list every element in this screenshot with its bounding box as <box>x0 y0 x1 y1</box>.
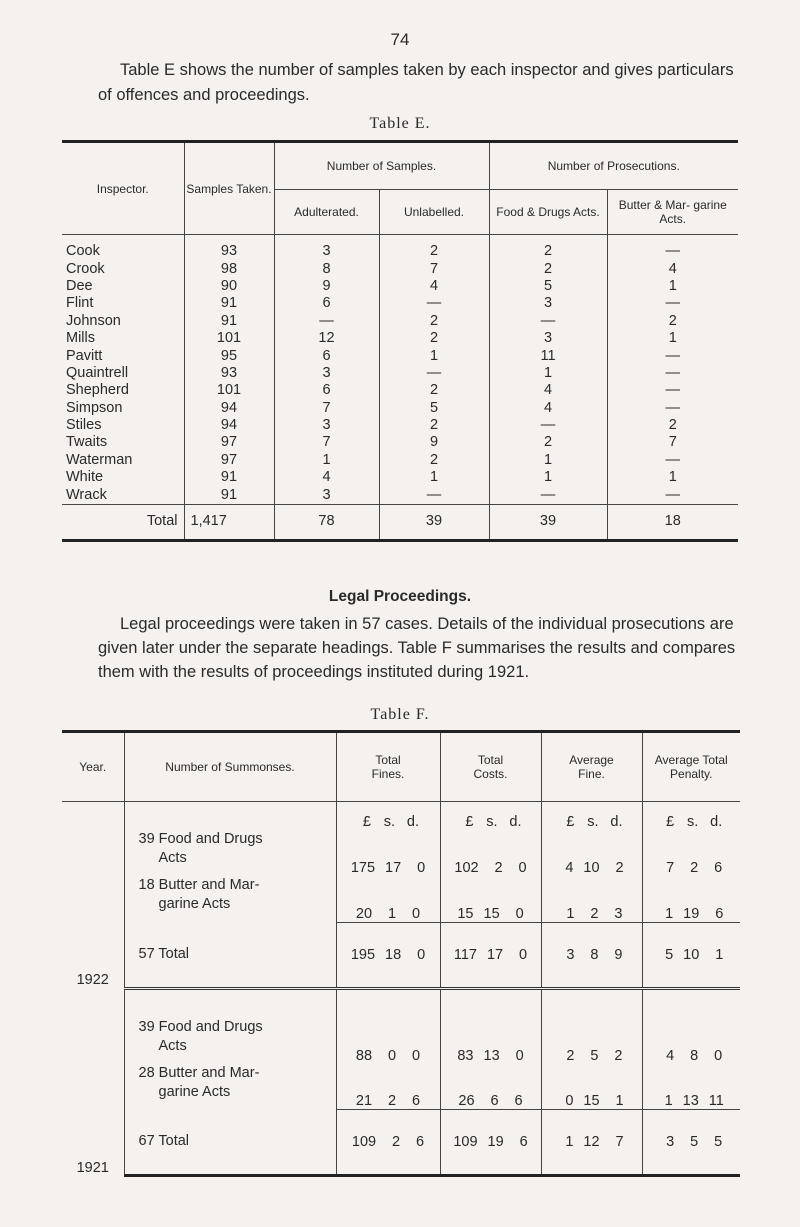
unit-label: s. <box>486 814 498 830</box>
money-part: 0 <box>565 1093 574 1109</box>
table-row <box>62 235 738 261</box>
total-butter: 18 <box>607 504 738 540</box>
money-part: 26 <box>458 1093 475 1109</box>
table-row <box>62 452 738 469</box>
money-part: 0 <box>518 860 527 876</box>
money-part: 5 <box>690 1134 699 1150</box>
samples-taken: 91 <box>184 313 274 330</box>
money-part: 12 <box>583 1134 600 1150</box>
total-fines <box>336 1110 440 1176</box>
unit-label: d. <box>610 814 623 830</box>
unlabelled-count: 2 <box>379 330 489 347</box>
unit-header <box>440 802 541 831</box>
money-part: 8 <box>690 1047 699 1064</box>
unlabelled-count: 7 <box>379 260 489 277</box>
food-drugs-count: 1 <box>489 365 607 382</box>
food-drugs-count: 4 <box>489 400 607 417</box>
inspector-name: White <box>62 469 184 486</box>
money-part: 4 <box>565 860 574 876</box>
unlabelled-count: 9 <box>379 434 489 451</box>
table-row <box>62 330 738 347</box>
butter-margarine-count: 1 <box>668 469 677 486</box>
money-part: 195 <box>350 946 376 963</box>
total-fines <box>336 1064 440 1110</box>
average-fine <box>541 830 642 876</box>
total-costs <box>440 1018 541 1064</box>
table-row <box>62 260 738 277</box>
money-part: 1 <box>664 1093 673 1109</box>
food-drugs-count: 5 <box>489 278 607 295</box>
description-line: garine Acts <box>158 1083 231 1100</box>
samples-taken: 91 <box>184 486 274 504</box>
average-fine <box>541 922 642 988</box>
money-part: 6 <box>715 905 724 922</box>
money-part: 2 <box>566 1047 575 1064</box>
samples-taken: 98 <box>184 260 274 277</box>
money-part: 0 <box>519 946 528 963</box>
unit-label: s. <box>587 814 599 830</box>
table-row <box>62 278 738 295</box>
total-fines <box>336 830 440 876</box>
table-total-row <box>62 922 740 988</box>
total-label: Total <box>62 504 184 540</box>
blank-cell <box>541 988 642 1018</box>
inspector-name: Dee <box>62 278 184 295</box>
table-row <box>62 802 740 831</box>
money-part: 19 <box>683 905 700 922</box>
table-total-row <box>62 1110 740 1176</box>
header-total-costs: Total Costs. <box>440 732 541 802</box>
samples-taken: 90 <box>184 278 274 295</box>
money-part: 6 <box>411 1093 421 1109</box>
unit-label: £ <box>666 814 675 830</box>
unlabelled-count: 2 <box>379 313 489 330</box>
total-costs <box>440 922 541 988</box>
money-part: 2 <box>590 905 599 922</box>
blank-cell <box>336 988 440 1018</box>
unlabelled-count: — <box>379 365 489 382</box>
table-row <box>62 417 738 434</box>
header-inspector: Inspector. <box>62 142 184 235</box>
money-part: 1 <box>715 946 724 963</box>
money-part: 1 <box>565 1134 574 1150</box>
unit-label: d. <box>509 814 522 830</box>
header-number-of-prosecutions: Number of Prosecutions. <box>489 142 738 190</box>
adulterated-count: 12 <box>274 330 379 347</box>
food-drugs-count: — <box>489 313 607 330</box>
legal-proceedings-paragraph: Legal proceedings were taken in 57 cases. Details of the individual prosecutions are given later under the separate headings. Table F summarises the results and compares them with the results of proceedings instituted during 1921. <box>98 615 736 681</box>
money-part: 15 <box>583 1093 600 1109</box>
money-part: 13 <box>483 1047 500 1064</box>
money-part: 117 <box>453 946 477 963</box>
money-part: 2 <box>392 1134 401 1150</box>
inspector-name: Simpson <box>62 400 184 417</box>
butter-margarine-count: — <box>665 399 680 416</box>
average-penalty <box>642 1064 740 1110</box>
unit-label: s. <box>686 814 699 830</box>
header-average-fine: Average Fine. <box>541 732 642 802</box>
description-line: 39 Food and Drugs <box>138 831 263 847</box>
adulterated-count: 7 <box>274 400 379 417</box>
table-row <box>62 469 738 486</box>
table-row <box>62 1064 740 1110</box>
food-drugs-count: 2 <box>489 434 607 451</box>
header-number-of-samples: Number of Samples. <box>274 142 489 190</box>
total-costs <box>440 1110 541 1176</box>
description-line: 18 Butter and Mar- <box>138 877 260 893</box>
money-part: 0 <box>417 860 426 876</box>
money-part: 2 <box>387 1093 397 1109</box>
money-part: 1 <box>387 905 397 922</box>
samples-taken: 97 <box>184 434 274 451</box>
table-e-caption: Table E. <box>369 115 431 132</box>
butter-margarine-count: — <box>665 364 680 381</box>
table-row <box>62 400 738 417</box>
description-line: garine Acts <box>158 896 231 912</box>
average-penalty <box>642 922 740 988</box>
header-summonses: Number of Summonses. <box>124 732 336 802</box>
unit-header <box>336 802 440 831</box>
header-average-penalty: Average Total Penalty. <box>642 732 740 802</box>
samples-taken: 91 <box>184 295 274 312</box>
samples-taken: 101 <box>184 330 274 347</box>
money-part: 2 <box>690 860 699 876</box>
samples-taken: 95 <box>184 347 274 364</box>
money-part: 102 <box>454 860 479 876</box>
money-part: 3 <box>566 946 575 963</box>
total-unlabelled: 39 <box>379 504 489 540</box>
total-fines <box>336 876 440 922</box>
food-drugs-count: — <box>489 417 607 434</box>
money-part: 17 <box>385 860 402 876</box>
food-drugs-count: 11 <box>489 347 607 364</box>
total-taken: 1,417 <box>184 504 274 540</box>
money-part: 1 <box>566 905 575 922</box>
food-drugs-count: 2 <box>489 235 607 261</box>
butter-margarine-count: — <box>665 295 680 312</box>
unit-label: d. <box>406 814 419 830</box>
blank-cell <box>124 802 336 831</box>
money-part: 15 <box>483 905 500 922</box>
unlabelled-count: — <box>379 295 489 312</box>
money-part: 109 <box>351 1134 377 1150</box>
money-part: 15 <box>457 905 474 922</box>
butter-margarine-count: 1 <box>668 277 677 294</box>
table-row <box>62 313 738 330</box>
average-fine <box>541 876 642 922</box>
samples-taken: 94 <box>184 417 274 434</box>
table-row <box>62 830 740 876</box>
inspector-name: Pavitt <box>62 347 184 364</box>
table-row <box>62 1018 740 1064</box>
food-drugs-count: 3 <box>489 295 607 312</box>
money-part: 19 <box>487 1134 504 1150</box>
total-fines <box>336 1018 440 1064</box>
unlabelled-count: 2 <box>379 382 489 399</box>
total-description: 57 Total <box>124 922 336 988</box>
table-e-total-row <box>62 504 738 540</box>
adulterated-count: 3 <box>274 486 379 504</box>
money-part: 18 <box>385 946 402 963</box>
unlabelled-count: 2 <box>379 417 489 434</box>
header-samples-taken: Samples Taken. <box>184 142 274 235</box>
adulterated-count: 7 <box>274 434 379 451</box>
samples-taken: 93 <box>184 235 274 261</box>
money-part: 1 <box>665 905 674 922</box>
inspector-name: Wrack <box>62 486 184 504</box>
unit-label: d. <box>710 814 723 830</box>
total-adulterated: 78 <box>274 504 379 540</box>
money-part: 9 <box>614 946 623 963</box>
money-part: 2 <box>614 1047 623 1064</box>
samples-taken: 94 <box>184 400 274 417</box>
money-part: 3 <box>666 1134 675 1150</box>
table-row <box>62 382 738 399</box>
butter-margarine-count: — <box>665 451 680 468</box>
unit-label: £ <box>465 814 474 830</box>
food-drugs-count: 2 <box>489 260 607 277</box>
unit-label: s. <box>383 814 395 830</box>
butter-margarine-count: 2 <box>668 312 677 329</box>
samples-taken: 91 <box>184 469 274 486</box>
unlabelled-count: 2 <box>379 235 489 261</box>
average-penalty <box>642 876 740 922</box>
header-year: Year. <box>62 732 124 802</box>
samples-taken: 93 <box>184 365 274 382</box>
description-line: 28 Butter and Mar- <box>138 1064 260 1081</box>
food-drugs-count: 1 <box>489 452 607 469</box>
money-part: 6 <box>519 1134 528 1150</box>
adulterated-count: 3 <box>274 417 379 434</box>
unlabelled-count: — <box>379 486 489 504</box>
money-part: 5 <box>590 1047 599 1064</box>
total-costs <box>440 1064 541 1110</box>
inspector-name: Crook <box>62 260 184 277</box>
money-part: 6 <box>514 1093 523 1109</box>
inspector-name: Johnson <box>62 313 184 330</box>
average-penalty <box>642 1110 740 1176</box>
money-part: 6 <box>490 1093 499 1109</box>
table-row <box>62 876 740 922</box>
butter-margarine-count: 4 <box>668 260 677 277</box>
food-drugs-count: 1 <box>489 469 607 486</box>
butter-margarine-count: 2 <box>668 417 677 434</box>
money-part: 0 <box>411 1047 421 1064</box>
money-part: 0 <box>387 1047 397 1064</box>
summons-description <box>124 1064 336 1110</box>
adulterated-count: 6 <box>274 295 379 312</box>
unit-label: £ <box>566 814 575 830</box>
money-part: 88 <box>355 1047 373 1064</box>
inspector-name: Twaits <box>62 434 184 451</box>
unit-label: £ <box>362 814 371 830</box>
table-e <box>62 140 738 542</box>
adulterated-count: 6 <box>274 347 379 364</box>
summons-description <box>124 1018 336 1064</box>
blank-cell <box>440 988 541 1018</box>
money-part: 2 <box>615 860 624 876</box>
money-part: 20 <box>355 905 373 922</box>
money-part: 2 <box>494 860 503 876</box>
adulterated-count: — <box>274 313 379 330</box>
money-part: 1 <box>615 1093 624 1109</box>
page-number: 74 <box>390 30 410 49</box>
average-fine <box>541 1064 642 1110</box>
adulterated-count: 9 <box>274 278 379 295</box>
table-row <box>62 295 738 312</box>
intro-paragraph: Table E shows the number of samples taken by each inspector and gives particulars of offences and proceedings. <box>98 61 734 104</box>
adulterated-count: 4 <box>274 469 379 486</box>
butter-margarine-count: — <box>665 382 680 399</box>
money-part: 8 <box>590 946 599 963</box>
money-part: 13 <box>682 1093 699 1109</box>
table-row <box>62 434 738 451</box>
butter-margarine-count: — <box>665 347 680 364</box>
money-part: 17 <box>486 946 504 963</box>
header-adulterated: Adulterated. <box>274 190 379 235</box>
money-part: 83 <box>457 1047 474 1064</box>
inspector-name: Mills <box>62 330 184 347</box>
table-row <box>62 347 738 364</box>
description-line: Acts <box>158 1037 187 1054</box>
description-line: 39 Food and Drugs <box>138 1018 263 1035</box>
money-part: 10 <box>683 946 700 963</box>
table-row <box>62 988 740 1018</box>
money-part: 21 <box>355 1093 373 1109</box>
table-row <box>62 365 738 382</box>
samples-taken: 97 <box>184 452 274 469</box>
money-part: 175 <box>350 860 376 876</box>
header-unlabelled: Unlabelled. <box>379 190 489 235</box>
average-penalty <box>642 830 740 876</box>
adulterated-count: 6 <box>274 382 379 399</box>
inspector-name: Waterman <box>62 452 184 469</box>
header-butter-margarine: Butter & Mar- garine Acts. <box>618 198 727 226</box>
butter-margarine-count: — <box>665 243 680 260</box>
adulterated-count: 1 <box>274 452 379 469</box>
table-f <box>62 730 740 1177</box>
total-costs <box>440 876 541 922</box>
table-row <box>62 486 738 504</box>
samples-taken: 101 <box>184 382 274 399</box>
legal-proceedings-heading: Legal Proceedings. <box>328 588 472 605</box>
food-drugs-count: 4 <box>489 382 607 399</box>
adulterated-count: 3 <box>274 235 379 261</box>
money-part: 3 <box>614 905 623 922</box>
unlabelled-count: 5 <box>379 400 489 417</box>
inspector-name: Shepherd <box>62 382 184 399</box>
money-part: 10 <box>583 860 600 876</box>
average-fine <box>541 1110 642 1176</box>
money-part: 6 <box>416 1134 425 1150</box>
total-fines <box>336 922 440 988</box>
unlabelled-count: 1 <box>379 469 489 486</box>
food-drugs-count: — <box>489 486 607 504</box>
average-fine <box>541 1018 642 1064</box>
inspector-name: Cook <box>62 235 184 261</box>
money-part: 109 <box>453 1134 478 1150</box>
money-part: 0 <box>411 905 421 922</box>
total-food: 39 <box>489 504 607 540</box>
header-total-fines: Total Fines. <box>336 732 440 802</box>
unlabelled-count: 1 <box>379 347 489 364</box>
summons-description <box>124 830 336 876</box>
summons-description <box>124 876 336 922</box>
butter-margarine-count: 7 <box>668 434 677 451</box>
year-cell: 1921 <box>62 988 124 1176</box>
table-f-caption: Table F. <box>370 706 430 723</box>
money-part: 0 <box>515 905 524 922</box>
butter-margarine-count: 1 <box>668 330 677 347</box>
description-line: Acts <box>158 850 187 866</box>
total-costs <box>440 830 541 876</box>
blank-cell <box>642 988 740 1018</box>
money-part: 11 <box>708 1093 724 1109</box>
year-cell: 1922 <box>62 802 124 989</box>
inspector-name: Stiles <box>62 417 184 434</box>
adulterated-count: 8 <box>274 260 379 277</box>
food-drugs-count: 3 <box>489 330 607 347</box>
total-description: 67 Total <box>124 1110 336 1176</box>
average-penalty <box>642 1018 740 1064</box>
money-part: 0 <box>515 1047 524 1064</box>
unit-header <box>642 802 740 831</box>
money-part: 0 <box>714 1047 723 1064</box>
inspector-name: Quaintrell <box>62 365 184 382</box>
unlabelled-count: 2 <box>379 452 489 469</box>
unlabelled-count: 4 <box>379 278 489 295</box>
money-part: 5 <box>665 946 674 963</box>
unit-header <box>541 802 642 831</box>
money-part: 4 <box>666 1047 675 1064</box>
money-part: 0 <box>417 946 426 963</box>
money-part: 7 <box>666 860 675 876</box>
butter-margarine-count: — <box>665 486 680 503</box>
money-part: 5 <box>714 1134 723 1150</box>
blank-cell <box>124 988 336 1018</box>
money-part: 6 <box>714 860 723 876</box>
adulterated-count: 3 <box>274 365 379 382</box>
inspector-name: Flint <box>62 295 184 312</box>
money-part: 7 <box>615 1134 624 1150</box>
header-food-drugs: Food & Drugs Acts. <box>489 190 607 235</box>
